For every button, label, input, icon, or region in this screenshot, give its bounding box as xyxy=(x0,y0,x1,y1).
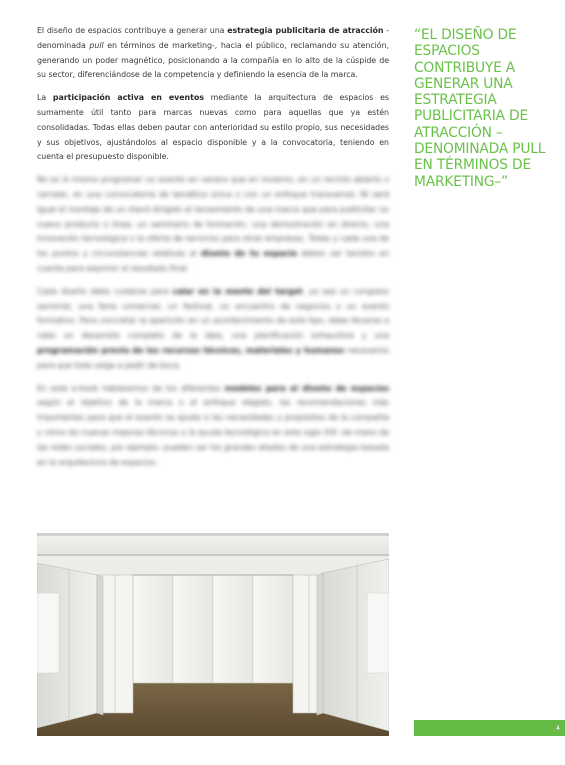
paragraph-4-blurred xyxy=(37,285,389,374)
text-run: mediante la arquitectura de espacios es sumamente útil tanto para marcas nuevas como para aquellas que ya estén consolidadas. Todas ellas deben pautar con anterioridad su estilo propio, sus necesidades y sus objetivos, ajustándolos al espacio disponible y a la convocatoria, teniendo en cuenta el presupuesto disponible. xyxy=(37,93,389,162)
bold-run: programación previa de los recursos técnicos, materiales y humanos xyxy=(37,345,345,355)
bold-run: diseño de tu espacio xyxy=(200,249,298,259)
bold-run: modelos para el diseño de espacios xyxy=(224,383,389,393)
booth-illustration xyxy=(37,533,389,736)
text-run: según el objetivo de la marca o el enfoque elegido, las recomendaciones más importantes para que el evento se ajuste a las necesidades y propósitos de la compañía y cómo las nuevas mejoras técnicas y la ayuda tecnológica en este siglo XXI -de mano de las redes sociales, por ejemplo- pueden ser los grandes aliados de una estrategia basada en la arquitectura de espacios. xyxy=(37,398,389,467)
page-number-bar xyxy=(414,720,565,736)
paragraph-3-blurred xyxy=(37,173,389,277)
text-run: No es lo mismo programar un evento en verano que en invierno, en un recinto abierto o cerrado, en una convocatoria de temática única o con un enfoque transversal. Ni será igual el montaje de un stand dirigido al lanzamiento de una marca que para publicitar un nuevo producto o línea, un seminario de formación, una demostración en directo, una innovación tecnológica o la oferta de servicios para otras empresas. Todas y cada una de los puntos y circunstancias relativas al xyxy=(37,175,389,259)
text-run: en términos de marketing-, hacia el público, reclamando su atención, generando un poder magnético, posicionando a la compañía en lo alto de la cúspide de su sector, diferenciándose de la competencia y definiendo la esencia de la marca. xyxy=(37,40,389,80)
bold-run: estrategia publicitaria de atracción xyxy=(227,26,384,35)
text-run: deben ser tenidos en cuenta para exprimir el resultado final. xyxy=(37,249,389,273)
paragraph-2 xyxy=(37,91,389,165)
bold-run: participación activa en eventos xyxy=(52,93,204,103)
bold-run: calar en la mente del target xyxy=(172,286,303,296)
italic-run: pull xyxy=(89,40,104,50)
paragraph-5-blurred xyxy=(37,382,389,471)
text-run: La xyxy=(37,93,53,103)
body-column xyxy=(37,24,389,478)
text-run: -denominada xyxy=(37,26,389,50)
exhibition-booth-photo xyxy=(37,533,389,736)
pull-quote: “EL DISEÑO DE ESPACIOS CONTRIBUYE A GENERAR UNA ESTRATEGIA PUBLICITARIA DE ATRACCIÓN –DENOMINADA PULL EN TÉRMINOS DE MARKETING–” xyxy=(414,27,546,190)
text-run: , ya sea un congreso sectorial, una feria comercial, un festival, un encuentro de negocios o un evento formativo. Para concretar la aparición en un acontecimiento de este tipo, debe llevarse a cabo un desarrollo completo de la idea, una planificación exhaustiva y una xyxy=(37,286,390,341)
text-run: necesarios para que todo salga a pedir de boca. xyxy=(37,345,389,370)
text-run: El diseño de espacios contribuye a generar una xyxy=(37,26,228,35)
paragraph-1 xyxy=(37,24,389,83)
page-number: 4 xyxy=(555,724,560,732)
text-run: Cada diseño debe cuidarse para xyxy=(37,286,173,296)
text-run: En este e-book hablaremos de los diferentes xyxy=(37,383,225,393)
